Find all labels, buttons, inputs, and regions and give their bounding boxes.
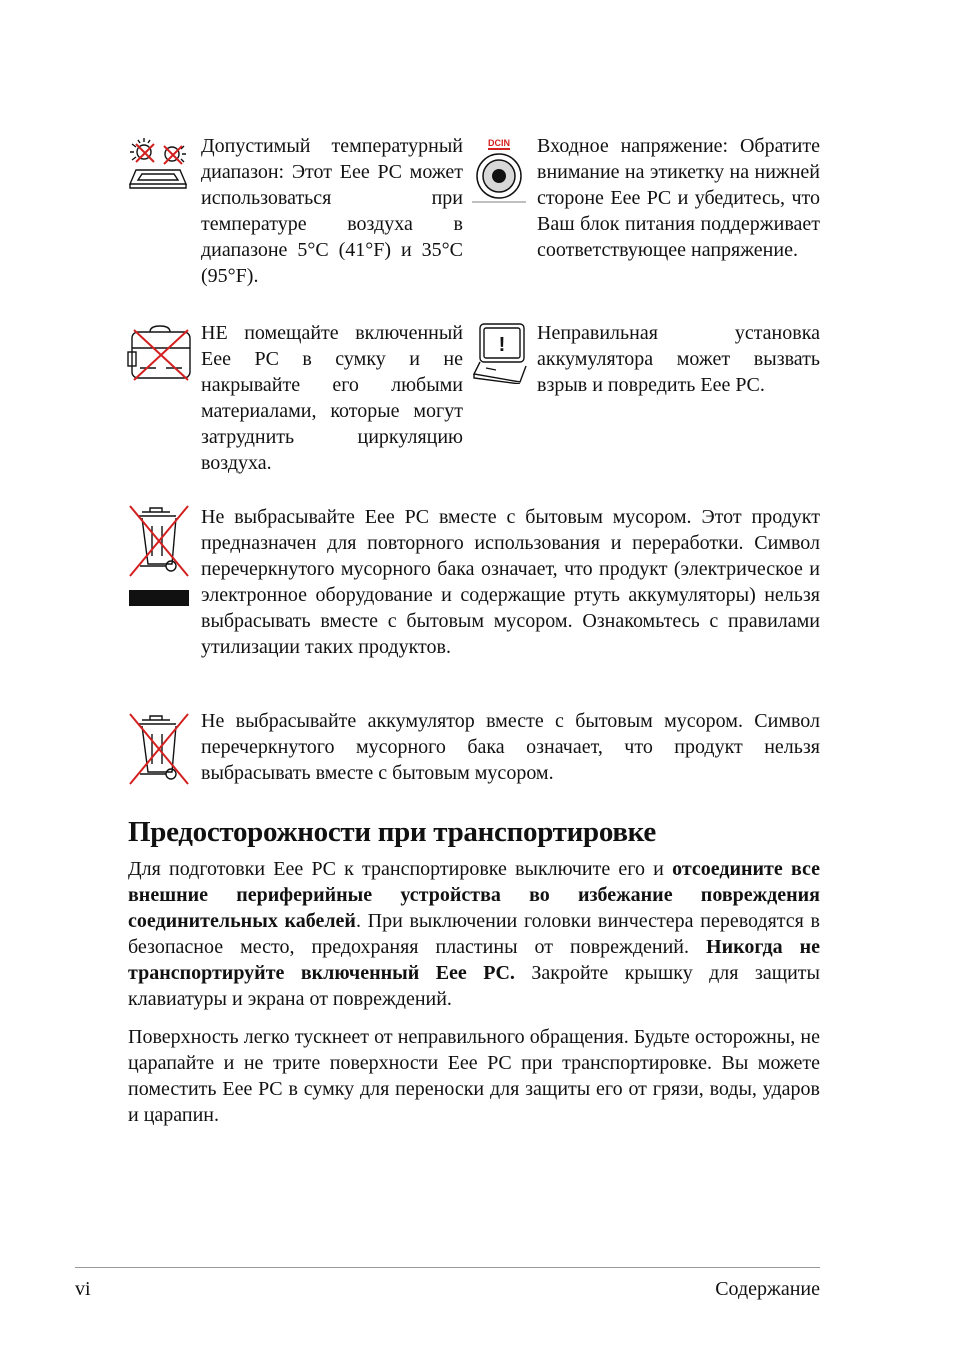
dcin-icon (470, 134, 528, 206)
page-number: vi (75, 1278, 91, 1300)
disposal-battery-note: Не выбрасывайте аккумулятор вместе с бытовым мусором. Символ перечеркнутого мусорного бака означает, что продукт нельзя выбрасывать вместе с бытовым мусором. (201, 710, 820, 784)
battery-install-note: Неправильная установка аккумулятора может вызвать взрыв и повредить Eee PC. (537, 322, 820, 396)
battery-warning-icon (470, 320, 530, 384)
p1-bold-2: Никогда не транспортируйте включенный Eee PC. (128, 936, 820, 984)
voltage-note: Входное напряжение: Обратите внимание на этикетку на нижней стороне Eee PC и убедитесь, что Ваш блок питания поддерживает соответствующее напряжение. (537, 135, 820, 261)
bag-icon (126, 322, 194, 384)
transport-paragraph-1 (128, 856, 820, 1012)
section-title: Предосторожности при транспортировке (128, 816, 656, 848)
transport-paragraph-2: Поверхность легко тускнеет от неправильного обращения. Будьте осторожны, не царапайте и не трите поверхности Eee PC при транспортировке. Вы можете поместить Eee PC в сумку для переноски для защиты его от грязи, воды, ударов и царапин. (128, 1026, 820, 1126)
wheelie-bin-icon (126, 504, 192, 578)
footer-section-title: Содержание (715, 1278, 820, 1300)
p1-text-1: Для подготовки Eee PC к транспортировке выключите его и (128, 858, 673, 880)
temperature-note: Допустимый температурный диапазон: Этот Eee PC может использоваться при температуре воздуха в диапазоне 5°C (41°F) и 35°C (95°F). (201, 135, 463, 287)
p1-text-2: . При выключении головки винчестера переводятся в безопасное место, предохраняя пластины от повреждений. (128, 910, 820, 958)
wheelie-bin-icon (126, 712, 192, 786)
p1-bold-1: отсоедините все внешние периферийные устройства во избежание повреждения соединительных кабелей (128, 858, 820, 932)
dcin-label: DCIN (488, 138, 510, 148)
svg-text:!: ! (498, 334, 506, 356)
p1-text-3: Закройте крышку для защиты клавиатуры и экрана от повреждений. (128, 962, 820, 1010)
bag-note: НЕ помещайте включенный Eee PC в сумку и не накрывайте его любыми материалами, которые могут затруднить циркуляцию воздуха. (201, 322, 463, 474)
disposal-product-note: Не выбрасывайте Eee PC вместе с бытовым мусором. Этот продукт предназначен для повторного использования и переработки. Символ перечеркнутого мусорного бака означает, что продукт (электрическое и электронное оборудование и содержащие ртуть аккумуляторы) нельзя выбрасывать вместе с бытовым мусором. Ознакомьтесь с правилами утилизации таких продуктов. (201, 506, 820, 658)
temperature-icon (126, 130, 192, 192)
disposal-bar (129, 590, 189, 606)
footer-divider (75, 1267, 820, 1268)
